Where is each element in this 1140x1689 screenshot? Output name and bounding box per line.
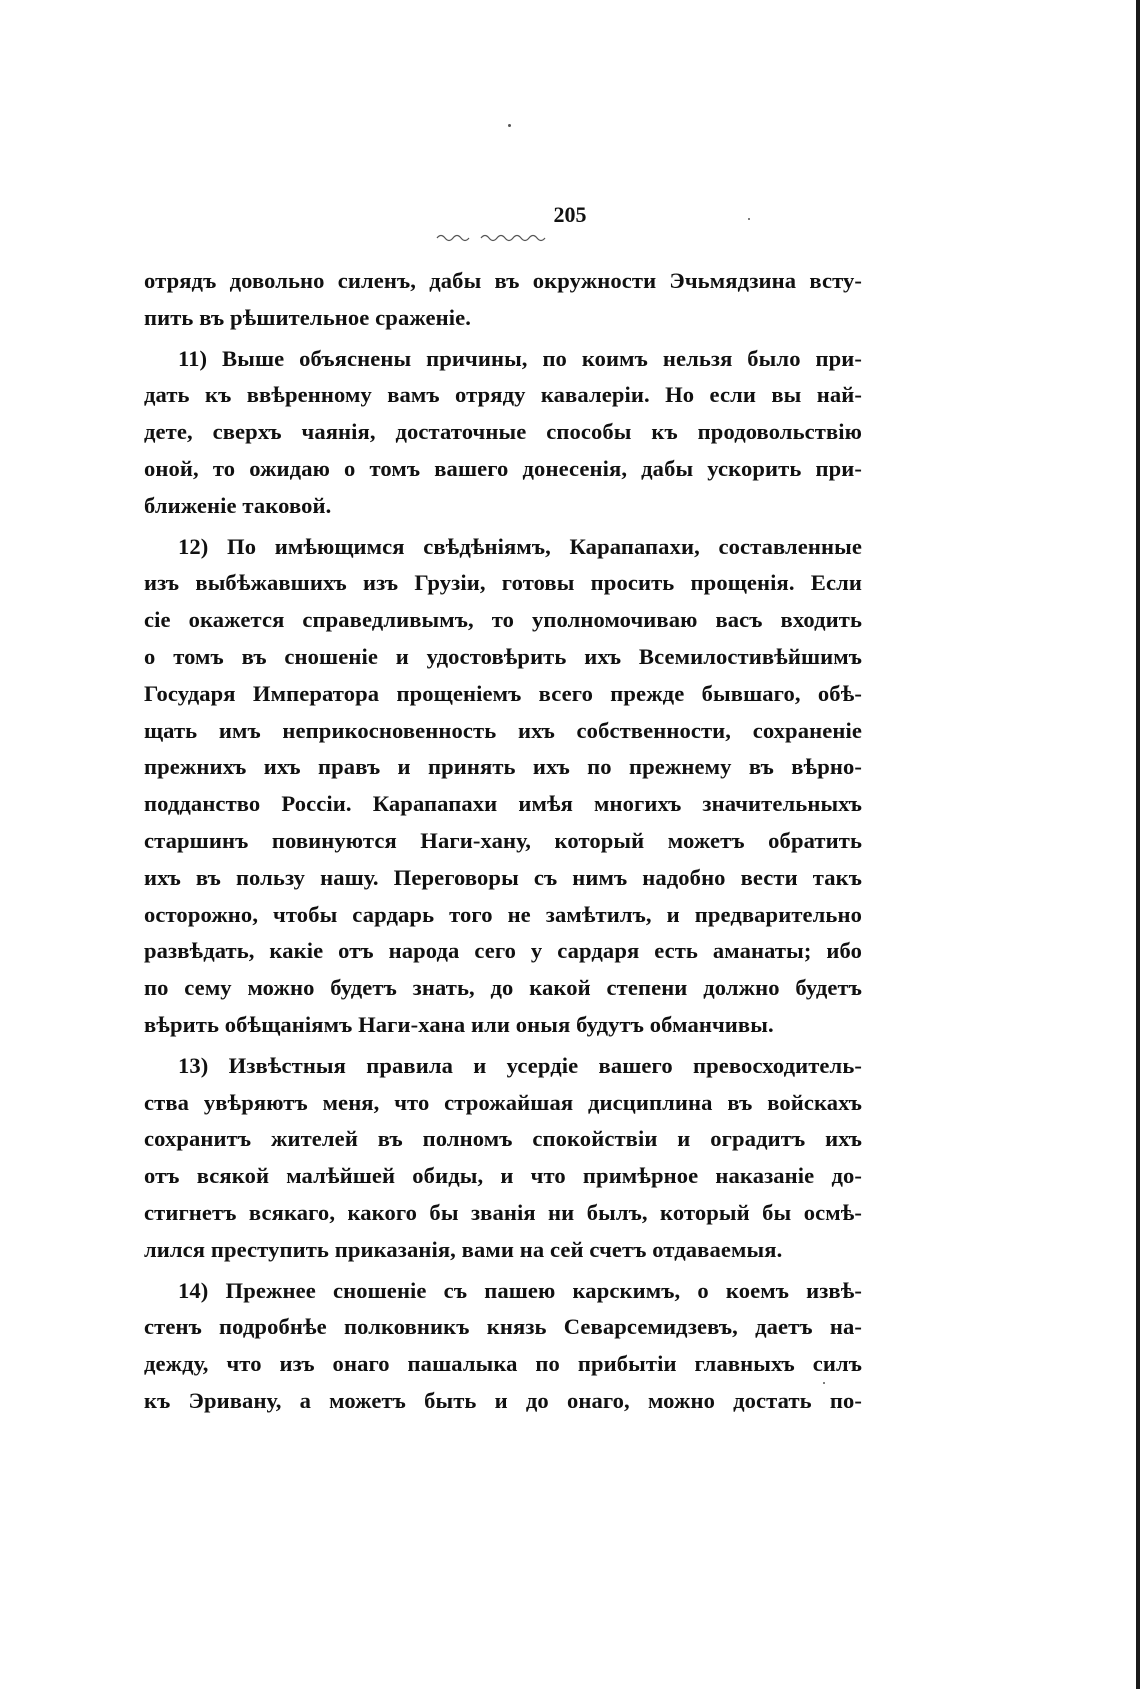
text-line: стигнетъ всякаго, какого бы званія ни былъ, который бы осмѣ- (144, 1199, 862, 1225)
text-line: щать имъ неприкосновенность ихъ собственности, сохраненіе (144, 717, 862, 743)
dust-speck (508, 124, 511, 127)
paragraph (144, 263, 862, 337)
text-line: оной, то ожидаю о томъ вашего донесенія, дабы ускорить при- (144, 455, 862, 481)
text-line: лился преступить приказанія, вами на сей счетъ отдаваемыя. (144, 1236, 783, 1262)
text-line: изъ выбѣжавшихъ изъ Грузіи, готовы просить прощенія. Если (144, 570, 862, 596)
text-line: сохранитъ жителей въ полномъ спокойствіи и оградитъ ихъ (144, 1126, 862, 1152)
text-line: ства увѣряютъ меня, что строжайшая дисциплина въ войскахъ (144, 1089, 862, 1115)
text-line: прежнихъ ихъ правъ и принять ихъ по прежнему въ вѣрно- (144, 754, 862, 780)
text-line: вѣрить обѣщаніямъ Наги-хана или оныя будутъ обманчивы. (144, 1011, 774, 1037)
page-edge-line (1136, 0, 1140, 1689)
text-line: подданство Россіи. Карапапахи имѣя многихъ значительныхъ (144, 791, 862, 817)
text-line: 14) Прежнее сношеніе съ пашею карскимъ, о коемъ извѣ- (178, 1277, 862, 1303)
paragraph (144, 341, 862, 525)
text-line: по сему можно будетъ знать, до какой степени должно будетъ (144, 975, 862, 1001)
text-line: ихъ въ пользу нашу. Переговоры съ нимъ надобно вести такъ (144, 864, 862, 890)
text-line: ближеніе таковой. (144, 492, 332, 518)
text-line: стенъ подробнѣе полковникъ князь Севарсемидзевъ, даетъ на- (144, 1314, 862, 1340)
paragraph (144, 1273, 862, 1420)
text-line: о томъ въ сношеніе и удостовѣрить ихъ Всемилостивѣйшимъ (144, 643, 862, 669)
paragraph (144, 529, 862, 1044)
text-line: осторожно, чтобы сардарь того не замѣтилъ, и предварительно (144, 901, 862, 927)
text-line: дете, сверхъ чаянія, достаточные способы къ продовольствію (144, 419, 862, 445)
document-body (144, 263, 862, 1420)
text-line: 13) Извѣстныя правила и усердіе вашего превосходитель- (178, 1052, 862, 1078)
text-line: развѣдать, какіе отъ народа сего у сардаря есть аманаты; ибо (144, 938, 862, 964)
text-line: Государя Императора прощеніемъ всего прежде бывшаго, обѣ- (144, 680, 862, 706)
wavy-ornament (435, 232, 565, 242)
page-number: 205 (553, 202, 587, 227)
text-line: дежду, что изъ онаго пашалыка по прибытіи главныхъ силъ (144, 1351, 862, 1377)
text-line: старшинъ повинуются Наги-хану, который можетъ обратить (144, 827, 862, 853)
text-line: отрядъ довольно силенъ, дабы въ окружности Эчьмядзина всту- (144, 268, 862, 293)
text-line: 11) Выше объяснены причины, по коимъ нельзя было при- (178, 345, 862, 371)
text-line: отъ всякой малѣйшей обиды, и что примѣрное наказаніе до- (144, 1163, 862, 1189)
text-line: дать къ ввѣренному вамъ отряду кавалеріи. Но если вы най- (144, 382, 862, 408)
text-line: пить въ рѣшительное сраженіе. (144, 304, 472, 330)
text-line: къ Эривану, а можетъ быть и до онаго, можно достать по- (144, 1387, 862, 1413)
text-line: 12) По имѣющимся свѣдѣніямъ, Карапапахи, составленные (178, 533, 862, 559)
paragraph (144, 1048, 862, 1269)
text-line: сіе окажется справедливымъ, то уполномочиваю васъ входить (144, 607, 862, 633)
